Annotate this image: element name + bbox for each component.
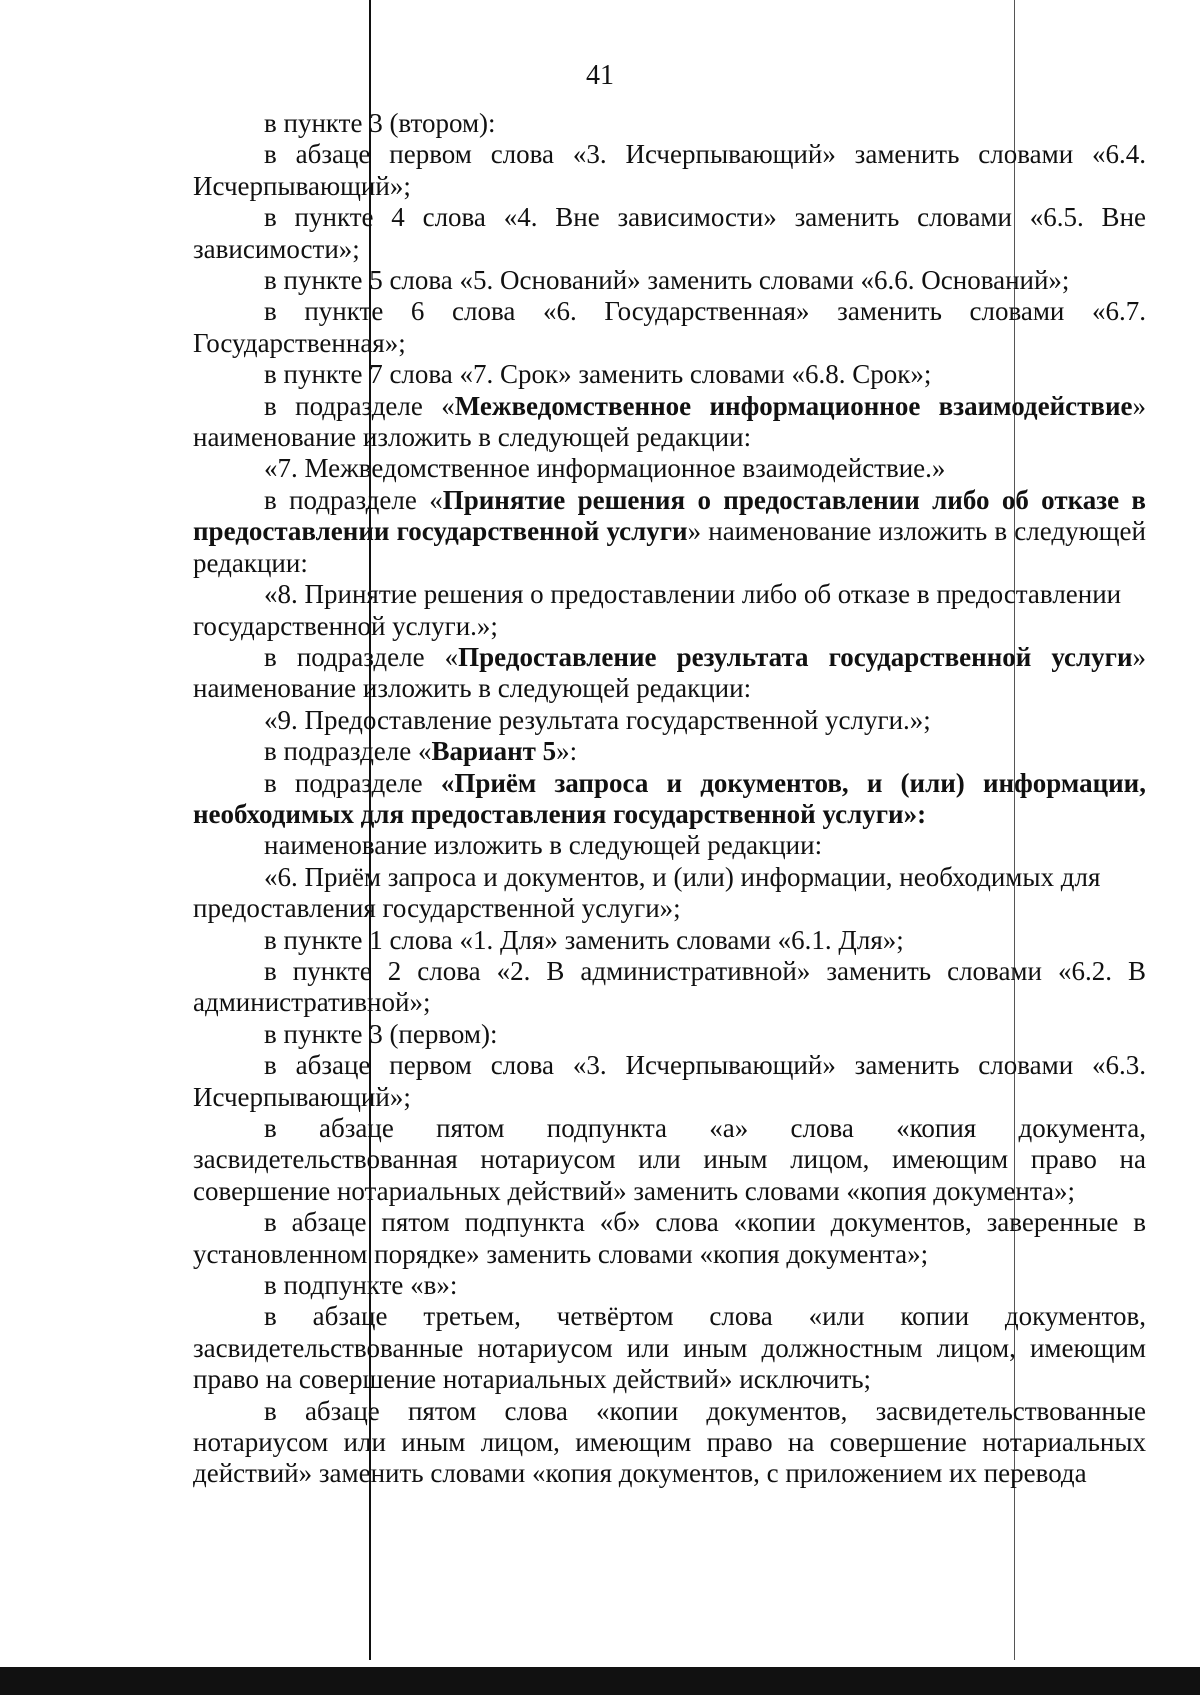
paragraph (193, 1207, 1146, 1270)
paragraph (193, 956, 1146, 1019)
text-run: «6. Приём запроса и документов, и (или) информации, необходимых для предоставления государственной услуги»; (193, 861, 1101, 924)
page-number: 41 (586, 60, 614, 91)
paragraph (193, 1113, 1146, 1207)
text-run: в пункте 3 (втором): (264, 108, 496, 138)
paragraph (193, 202, 1146, 265)
text-run: в пункте 3 (первом): (264, 1018, 498, 1049)
bold-text: Межведомственное информационное взаимодействие (454, 390, 1133, 421)
text-run: »: (556, 736, 578, 767)
paragraph (193, 265, 1146, 296)
paragraph (193, 359, 1146, 390)
text-run: в подразделе « (264, 736, 432, 767)
bold-text: «Приём запроса и документов, и (или) информации, необходимых для предоставления государственной услуги»: (193, 767, 1146, 829)
paragraph (193, 579, 1146, 642)
bold-text: Вариант 5 (431, 736, 557, 767)
text-run: в подразделе (264, 767, 441, 798)
text-run: «7. Межведомственное информационное взаимодействие.» (264, 453, 946, 484)
text-run: в подразделе « (264, 484, 443, 515)
paragraph (193, 925, 1146, 956)
bold-text: Принятие решения о предоставлении либо об отказе в предоставлении государственной услуги (193, 484, 1146, 547)
paragraph (193, 296, 1146, 359)
paragraph (193, 1301, 1146, 1395)
paragraph (193, 1019, 1146, 1050)
paragraph (193, 139, 1146, 202)
text-run: » наименование изложить в следующей редакции: (193, 641, 1146, 704)
bold-text: Предоставление результата государственной услуги (458, 641, 1133, 672)
text-run: в пункте 2 слова «2. В административной» заменить словами «6.2. В административной»; (193, 955, 1146, 1018)
text-run: в абзаце первом слова «3. Исчерпывающий» заменить словами «6.4. Исчерпывающий»; (193, 139, 1146, 201)
text-run: в пункте 5 слова «5. Оснований» заменить словами «6.6. Оснований»; (264, 265, 1070, 296)
paragraph (193, 485, 1146, 579)
text-run: в абзаце пятом слова «копии документов, засвидетельствованные нотариусом или иным лицом, имеющим право на совершение нотариальных действий» заменить словами «копия документов, с приложением их перевода (193, 1395, 1146, 1489)
text-run: «8. Принятие решения о предоставлении либо об отказе в предоставлении государственной услуги.»; (193, 579, 1122, 641)
paragraph (193, 862, 1146, 925)
text-run: наименование изложить в следующей редакции: (264, 830, 823, 861)
paragraph (193, 642, 1146, 705)
text-run: в абзаце первом слова «3. Исчерпывающий» заменить словами «6.3. Исчерпывающий»; (193, 1050, 1146, 1112)
paragraph (193, 391, 1146, 454)
text-run: в пункте 7 слова «7. Срок» заменить словами «6.8. Срок»; (264, 359, 932, 390)
paragraph (193, 830, 1146, 861)
text-run: » наименование изложить в следующей редакции: (193, 390, 1146, 453)
text-run: в пункте 6 слова «6. Государственная» заменить словами «6.7. Государственная»; (193, 296, 1146, 358)
paragraph (193, 705, 1146, 736)
paragraph (193, 736, 1146, 767)
text-run: » наименование изложить в следующей редакции: (193, 516, 1146, 578)
text-run: в подразделе « (264, 641, 459, 672)
text-run: «9. Предоставление результата государственной услуги.»; (264, 704, 931, 735)
text-run: в подпункте «в»: (264, 1270, 458, 1301)
text-run: в пункте 4 слова «4. Вне зависимости» заменить словами «6.5. Вне зависимости»; (193, 202, 1146, 264)
scan-bottom-edge (0, 1667, 1200, 1695)
document-body (193, 108, 1146, 1490)
paragraph (193, 1396, 1146, 1490)
paragraph (193, 1270, 1146, 1301)
paragraph (193, 1050, 1146, 1113)
text-run: в абзаце пятом подпункта «а» слова «копия документа, засвидетельствованная нотариусом или иным лицом, имеющим право на совершение нотариальных действий» заменить словами «копия документа»; (193, 1113, 1146, 1206)
paragraph (193, 453, 1146, 484)
text-run: в подразделе « (264, 390, 455, 421)
paragraph (193, 768, 1146, 831)
text-run: в абзаце пятом подпункта «б» слова «копии документов, заверенные в установленном порядке» заменить словами «копия документа»; (193, 1207, 1146, 1269)
text-run: в абзаце третьем, четвёртом слова «или копии документов, засвидетельствованные нотариусом или иным должностным лицом, имеющим право на совершение нотариальных действий» исключить; (193, 1301, 1146, 1395)
text-run: в пункте 1 слова «1. Для» заменить словами «6.1. Для»; (264, 924, 904, 955)
paragraph (193, 108, 1146, 139)
